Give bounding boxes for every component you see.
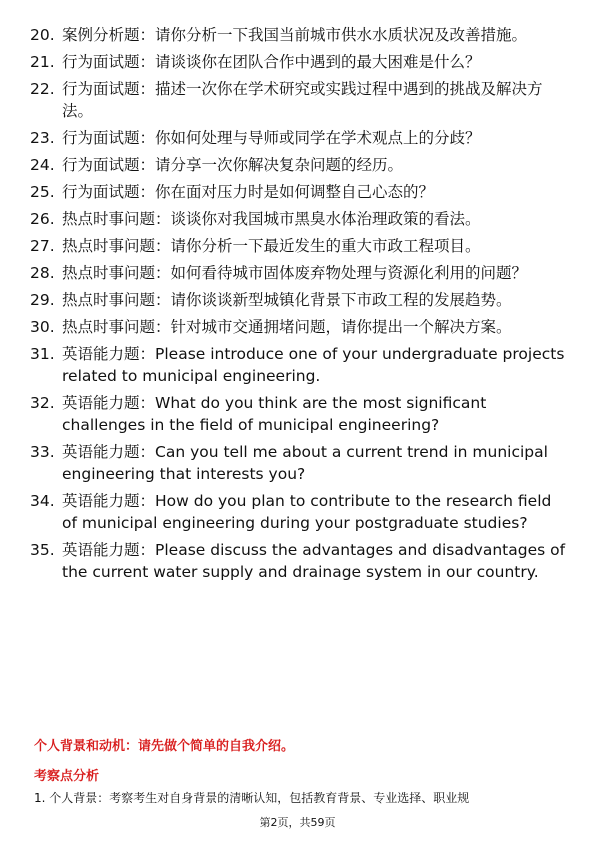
section-subtitle: 考察点分析 bbox=[34, 769, 100, 784]
question-item bbox=[30, 289, 570, 311]
question-item bbox=[30, 127, 570, 149]
question-number: 25. bbox=[30, 183, 55, 201]
question-item bbox=[30, 343, 570, 387]
question-item bbox=[30, 539, 570, 583]
question-text: 案例分析题：请你分析一下我国当前城市供水水质状况及改善措施。 bbox=[62, 26, 528, 44]
question-number: 30. bbox=[30, 318, 55, 336]
question-text: 热点时事问题：请你分析一下最近发生的重大市政工程项目。 bbox=[62, 237, 481, 255]
question-item bbox=[30, 235, 570, 257]
question-item bbox=[30, 490, 570, 534]
question-number: 24. bbox=[30, 156, 55, 174]
question-text: 热点时事问题：谈谈你对我国城市黑臭水体治理政策的看法。 bbox=[62, 210, 481, 228]
question-number: 20. bbox=[30, 26, 55, 44]
question-text: 英语能力题：Can you tell me about a current trend in municipal engineering that interests you? bbox=[62, 443, 548, 483]
question-text: 行为面试题：请谈谈你在团队合作中遇到的最大困难是什么？ bbox=[62, 53, 481, 71]
question-text: 行为面试题：描述一次你在学术研究或实践过程中遇到的挑战及解决方法。 bbox=[62, 80, 543, 120]
question-item bbox=[30, 441, 570, 485]
question-list bbox=[30, 24, 570, 588]
question-item bbox=[30, 24, 570, 46]
question-number: 27. bbox=[30, 237, 55, 255]
question-number: 34. bbox=[30, 492, 55, 510]
question-number: 31. bbox=[30, 345, 55, 363]
question-item bbox=[30, 262, 570, 284]
question-number: 23. bbox=[30, 129, 55, 147]
analysis-item: 1. 个人背景：考察考生对自身背景的清晰认知，包括教育背景、专业选择、职业规 bbox=[34, 791, 470, 805]
question-text: 行为面试题：你如何处理与导师或同学在学术观点上的分歧？ bbox=[62, 129, 481, 147]
question-number: 26. bbox=[30, 210, 55, 228]
question-text: 行为面试题：请分享一次你解决复杂问题的经历。 bbox=[62, 156, 404, 174]
question-text: 热点时事问题：针对城市交通拥堵问题，请你提出一个解决方案。 bbox=[62, 318, 512, 336]
question-text: 行为面试题：你在面对压力时是如何调整自己心态的？ bbox=[62, 183, 435, 201]
question-text: 英语能力题：Please introduce one of your undergraduate projects related to municipal engineering. bbox=[62, 345, 565, 385]
question-number: 32. bbox=[30, 394, 55, 412]
question-text: 英语能力题：What do you think are the most significant challenges in the field of municipal engineering? bbox=[62, 394, 487, 434]
question-number: 28. bbox=[30, 264, 55, 282]
question-number: 29. bbox=[30, 291, 55, 309]
question-item bbox=[30, 392, 570, 436]
question-item bbox=[30, 316, 570, 338]
page-footer: 第2页，共59页 bbox=[259, 816, 336, 829]
question-text: 热点时事问题：请你谈谈新型城镇化背景下市政工程的发展趋势。 bbox=[62, 291, 512, 309]
section-title: 个人背景和动机：请先做个简单的自我介绍。 bbox=[34, 739, 295, 754]
question-item bbox=[30, 78, 570, 122]
question-number: 21. bbox=[30, 53, 55, 71]
question-item bbox=[30, 208, 570, 230]
question-number: 22. bbox=[30, 80, 55, 98]
question-item bbox=[30, 51, 570, 73]
question-text: 英语能力题：Please discuss the advantages and disadvantages of the current water supply and drainage system in our country. bbox=[62, 541, 566, 581]
question-number: 35. bbox=[30, 541, 55, 559]
question-item bbox=[30, 181, 570, 203]
question-text: 英语能力题：How do you plan to contribute to the research field of municipal engineering during your postgraduate studies? bbox=[62, 492, 552, 532]
question-text: 热点时事问题：如何看待城市固体废弃物处理与资源化利用的问题？ bbox=[62, 264, 528, 282]
question-number: 33. bbox=[30, 443, 55, 461]
question-item bbox=[30, 154, 570, 176]
